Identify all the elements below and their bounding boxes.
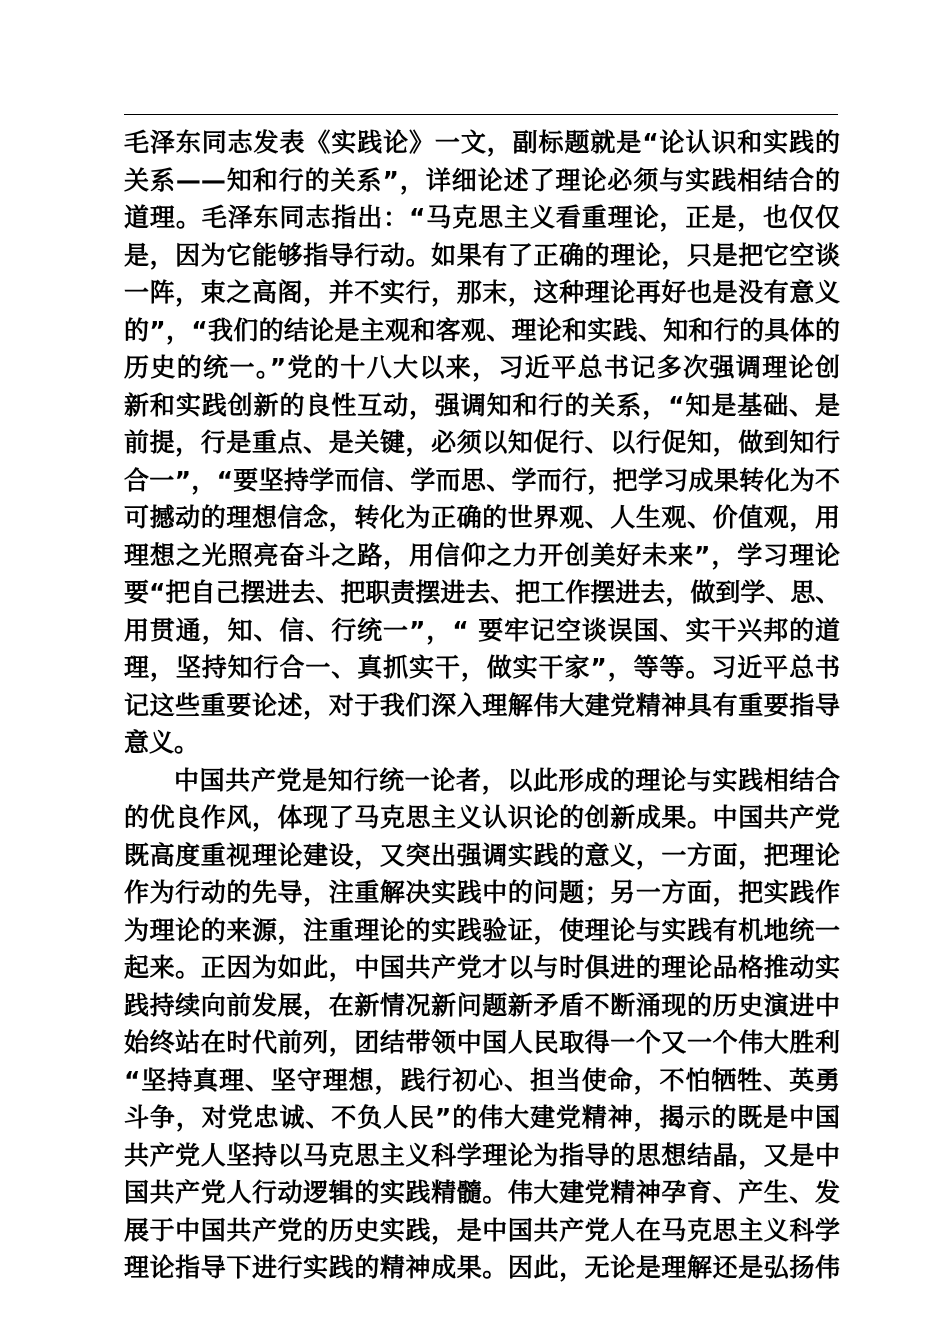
text-line: “坚持真理、坚守理想，践行初心、担当使命，不怕牺牲、英勇 [124, 1065, 840, 1095]
text-line: 既高度重视理论建设，又突出强调实践的意义，一方面，把理论 [124, 840, 840, 870]
text-line: 理论指导下进行实践的精神成果。因此，无论是理解还是弘扬伟 [124, 1253, 840, 1282]
text-line: 起来。正因为如此，中国共产党才以与时俱进的理论品格推动实 [124, 953, 840, 982]
text-line: 毛泽东同志发表《实践论》一文，副标题就是“论认识和实践的 [124, 128, 840, 157]
text-line: 共产党人坚持以马克思主义科学理论为指导的思想结晶，又是中 [124, 1140, 840, 1170]
header-rule [124, 114, 838, 115]
text-line: 的优良作风，体现了马克思主义认识论的创新成果。中国共产党 [124, 803, 840, 832]
paragraph-first-line: 中国共产党是知行统一论者，以此形成的理论与实践相结合 [174, 765, 840, 795]
text-line: 意义。 [124, 728, 200, 757]
body-text [124, 124, 840, 1287]
text-line: 展于中国共产党的历史实践，是中国共产党人在马克思主义科学 [124, 1215, 840, 1245]
text-line: 记这些重要论述，对于我们深入理解伟大建党精神具有重要指导 [124, 690, 840, 720]
text-line: 一阵，束之高阁，并不实行，那末，这种理论再好也是没有意义 [124, 278, 840, 307]
text-line: 合一”，“要坚持学而信、学而思、学而行，把学习成果转化为不 [124, 465, 840, 495]
text-line: 理想之光照亮奋斗之路，用信仰之力开创美好未来”，学习理论 [124, 540, 840, 570]
text-line: 理，坚持知行合一、真抓实干，做实干家”，等等。习近平总书 [124, 653, 840, 682]
text-line: 国共产党人行动逻辑的实践精髓。伟大建党精神孕育、产生、发 [124, 1178, 840, 1207]
text-line: 可撼动的理想信念，转化为正确的世界观、人生观、价值观，用 [124, 503, 840, 532]
text-line: 斗争，对党忠诚、不负人民”的伟大建党精神，揭示的既是中国 [124, 1103, 840, 1132]
text-line: 前提，行是重点、是关键，必须以知促行、以行促知，做到知行 [124, 428, 840, 457]
text-line: 的”，“我们的结论是主观和客观、理论和实践、知和行的具体的 [124, 315, 840, 345]
text-line: 道理。毛泽东同志指出：“马克思主义看重理论，正是，也仅仅 [124, 203, 840, 232]
text-line: 践持续向前发展，在新情况新问题新矛盾不断涌现的历史演进中 [124, 990, 840, 1020]
text-line: 用贯通，知、信、行统一”，“ 要牢记空谈误国、实干兴邦的道 [124, 615, 840, 645]
text-line: 为理论的来源，注重理论的实践验证，使理论与实践有机地统一 [124, 915, 840, 945]
text-line: 作为行动的先导，注重解决实践中的问题；另一方面，把实践作 [124, 878, 840, 907]
text-line: 要“把自己摆进去、把职责摆进去、把工作摆进去，做到学、思、 [124, 578, 841, 607]
text-line: 历史的统一。”党的十八大以来，习近平总书记多次强调理论创 [124, 353, 840, 382]
text-line: 始终站在时代前列，团结带领中国人民取得一个又一个伟大胜利 [124, 1028, 840, 1057]
text-line: 关系——知和行的关系”，详细论述了理论必须与实践相结合的 [124, 165, 840, 195]
text-line: 新和实践创新的良性互动，强调知和行的关系，“知是基础、是 [124, 390, 840, 420]
text-line: 是，因为它能够指导行动。如果有了正确的理论，只是把它空谈 [124, 240, 840, 270]
